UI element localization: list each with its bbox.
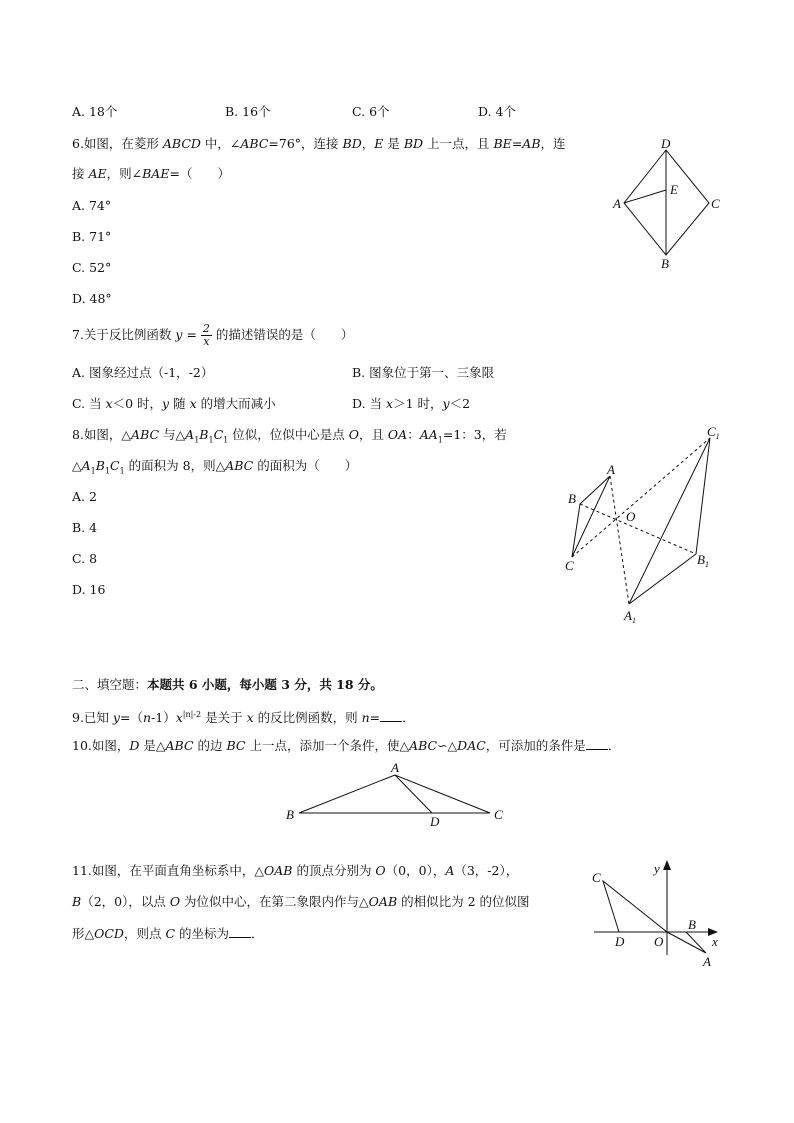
q5-option-a: A. 18个: [72, 104, 118, 119]
section-2-heading: 二、填空题：本题共 6 小题，每小题 3 分，共 18 分。: [72, 677, 383, 692]
q5-option-c: C. 6个: [352, 104, 390, 119]
q7-fraction: $\frac{2}{x}$: [202, 322, 210, 348]
q11-label-y: y: [654, 861, 660, 876]
q8-option-a: A. 2: [72, 489, 97, 504]
q6-option-d: D. 48°: [72, 291, 112, 306]
q11-stem-line2: B（2，0），以点 O 为位似中心，在第二象限内作与△OAB 的相似比为 2 的位似图: [72, 894, 530, 909]
q11-stem-line3: 形△OCD，则点 C 的坐标为 ．: [72, 926, 264, 941]
q11-label-x: x: [712, 934, 718, 949]
q11-label-c: C: [592, 870, 601, 885]
q10-label-b: B: [286, 807, 294, 822]
q8-label-b: B: [568, 491, 576, 506]
q8-stem-line1: 8.如图，△ABC 与$\triangle A_1B_1C_1$ 位似，位似中心是点 O，且 OA：$AA_1=1$：3，若: [72, 427, 507, 445]
q6-stem-line2: 接 AE，则∠BAE=（ ）: [72, 166, 230, 181]
q11-label-d: D: [615, 934, 625, 949]
q8-label-o: O: [626, 509, 636, 524]
q8-label-b1: $B_1$: [697, 552, 709, 569]
q7-option-a: A. 图象经过点（-1，-2）: [72, 365, 214, 380]
q8-label-c1: $C_1$: [707, 424, 720, 441]
q10-stem: 10.如图，D 是△ABC 的边 BC 上一点，添加一个条件，使△ABC∽△DAC，可添加的条件是 ．: [72, 738, 621, 753]
q6-label-d: D: [661, 136, 671, 151]
q9-stem: 9.已知 $y=(n-1)x^{|n|-2}$ 是关于 x 的反比例函数，则 n= ．: [72, 710, 415, 726]
q8-label-a1: $A_1$: [624, 608, 636, 625]
q6-label-a: A: [613, 196, 621, 211]
q10-label-a: A: [391, 760, 399, 775]
q5-option-b: B. 16个: [225, 104, 271, 119]
q6-label-c: C: [711, 196, 720, 211]
q10-label-d: D: [430, 814, 440, 829]
q11-label-b: B: [688, 917, 696, 932]
q11-stem-line1: 11.如图，在平面直角坐标系中，△OAB 的顶点分别为 O（0，0），A（3，-2），: [72, 863, 519, 878]
q8-option-b: B. 4: [72, 520, 98, 535]
q8-option-c: C. 8: [72, 551, 98, 566]
q6-option-a: A. 74°: [72, 198, 112, 213]
q7-option-b: B. 图象位于第一、三象限: [352, 365, 495, 380]
q11-label-o: O: [654, 934, 664, 949]
q8-stem-line2: $\triangle A_1B_1C_1$ 的面积为 8，则△ABC 的面积为（ ）: [72, 458, 358, 476]
q6-option-b: B. 71°: [72, 229, 112, 244]
q7-option-c: C. 当 x＜0 时，y 随 x 的增大而减小: [72, 396, 276, 411]
q7-stem: 7.关于反比例函数 y = $\frac{2}{x}$ 的描述错误的是（ ）: [72, 322, 354, 348]
q11-label-a: A: [703, 954, 711, 969]
q8-option-d: D. 16: [72, 582, 106, 597]
q5-option-d: D. 4个: [478, 104, 516, 119]
q7-option-d: D. 当 x＞1 时，y＜2: [352, 396, 471, 411]
y-axis-arrow-icon: [663, 860, 671, 870]
q10-label-c: C: [494, 807, 503, 822]
q6-stem-line1: 6.如图，在菱形 ABCD 中，∠ABC=76°，连接 BD，E 是 BD 上一点，且 BE=AB，连: [72, 136, 566, 151]
q6-option-c: C. 52°: [72, 260, 112, 275]
q8-label-c: C: [565, 558, 574, 573]
q6-label-e: E: [670, 182, 678, 197]
q6-label-b: B: [661, 256, 669, 271]
q8-label-a: A: [607, 462, 615, 477]
